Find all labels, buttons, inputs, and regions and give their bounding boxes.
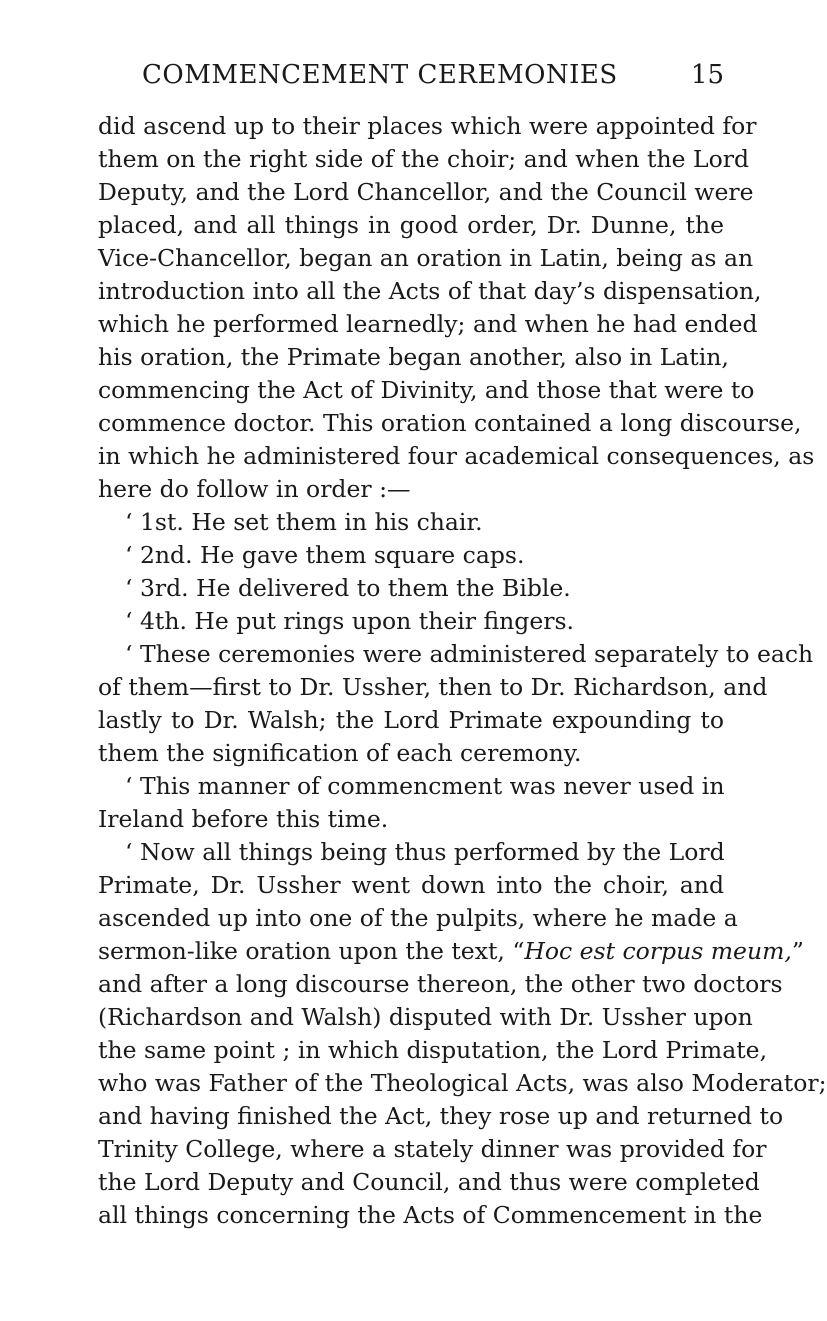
text-line: ‘ These ceremonies were administered separately to each <box>125 640 814 668</box>
text-line: Deputy, and the Lord Chancellor, and the Council were <box>98 178 754 206</box>
text-line: who was Father of the Theological Acts, was also Moderator; <box>98 1069 827 1097</box>
text-line: ‘ This manner of commencment was never used in <box>125 772 725 800</box>
list-item: ‘ 4th. He put rings upon their fingers. <box>125 607 574 635</box>
text-line: and after a long discourse thereon, the other two doctors <box>98 970 783 998</box>
text-line: the same point ; in which disputation, the Lord Primate, <box>98 1036 768 1064</box>
text-segment: sermon-like oration upon the text, “ <box>98 937 525 965</box>
text-line: Trinity College, where a stately dinner was provided for <box>98 1135 767 1163</box>
text-line: Primate, Dr. Ussher went down into the choir, and <box>98 871 724 899</box>
latin-quotation: Hoc est corpus meum, <box>524 937 792 965</box>
text-line: (Richardson and Walsh) disputed with Dr. Ussher upon <box>98 1003 753 1031</box>
text-line: lastly to Dr. Walsh; the Lord Primate expounding to <box>98 706 724 734</box>
running-title: COMMENCEMENT CEREMONIES <box>142 60 618 90</box>
text-line: commence doctor. This oration contained a long discourse, <box>98 409 802 437</box>
text-line: and having finished the Act, they rose up and returned to <box>98 1102 784 1130</box>
text-line: in which he administered four academical consequences, as <box>98 442 815 470</box>
page-number: 15 <box>690 60 724 90</box>
text-line: did ascend up to their places which were appointed for <box>98 112 757 140</box>
closing-quote: ” <box>791 937 804 965</box>
text-line: here do follow in order :— <box>98 475 411 503</box>
text-line: the Lord Deputy and Council, and thus were completed <box>98 1168 760 1196</box>
text-line: ‘ Now all things being thus performed by the Lord <box>125 838 725 866</box>
text-line: his oration, the Primate began another, also in Latin, <box>98 343 729 371</box>
text-line: Vice-Chancellor, began an oration in Latin, being as an <box>98 244 754 272</box>
text-line: of them—first to Dr. Ussher, then to Dr. Richardson, and <box>98 673 768 701</box>
list-item: ‘ 3rd. He delivered to them the Bible. <box>125 574 571 602</box>
text-line: ascended up into one of the pulpits, where he made a <box>98 904 738 932</box>
text-line: them the signification of each ceremony. <box>98 739 582 767</box>
text-line: Ireland before this time. <box>98 805 389 833</box>
text-line: commencing the Act of Divinity, and those that were to <box>98 376 755 404</box>
list-item: ‘ 1st. He set them in his chair. <box>125 508 483 536</box>
text-line <box>98 935 804 968</box>
running-head <box>98 60 724 92</box>
text-line: introduction into all the Acts of that day’s dispensation, <box>98 277 762 305</box>
text-line: them on the right side of the choir; and when the Lord <box>98 145 750 173</box>
text-line: which he performed learnedly; and when he had ended <box>98 310 758 338</box>
body-text <box>98 110 827 1232</box>
text-line: placed, and all things in good order, Dr. Dunne, the <box>98 211 724 239</box>
list-item: ‘ 2nd. He gave them square caps. <box>125 541 525 569</box>
text-line: all things concerning the Acts of Commencement in the <box>98 1201 763 1229</box>
